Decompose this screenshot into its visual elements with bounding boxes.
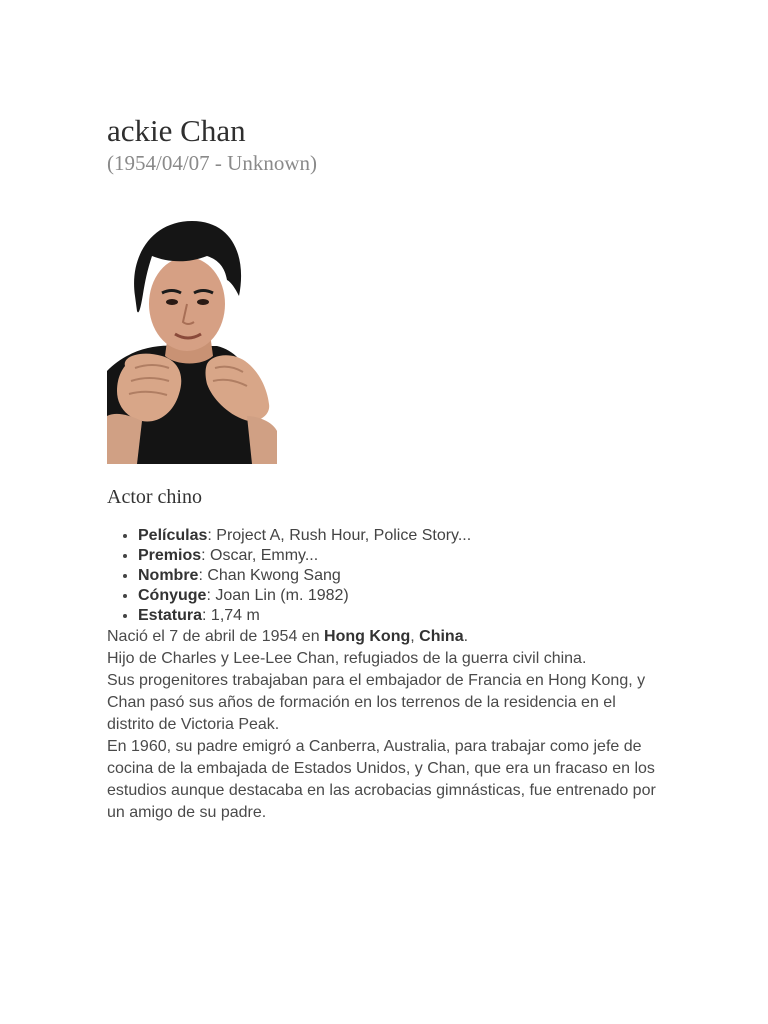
- fact-value: : Chan Kwong Sang: [198, 567, 341, 584]
- fact-value: : 1,74 m: [202, 607, 260, 624]
- fact-label: Películas: [138, 527, 208, 544]
- youth-paragraph: En 1960, su padre emigró a Canberra, Australia, para trabajar como jefe de cocina de la embajada de Estados Unidos, y Chan, que era un fracaso en los estudios aunque destacaba en las acrobacias gimnásticas, fue entrenado por un amigo de su padre.: [107, 738, 656, 821]
- birth-country: China: [419, 628, 464, 645]
- person-name: ackie Chan: [107, 113, 246, 148]
- fact-value: : Joan Lin (m. 1982): [206, 587, 349, 604]
- fact-label: Cónyuge: [138, 587, 207, 604]
- birth-suffix: .: [463, 628, 469, 645]
- fact-label: Nombre: [138, 567, 199, 584]
- list-item: [138, 606, 667, 626]
- childhood-paragraph: Sus progenitores trabajaban para el embajador de Francia en Hong Kong, y Chan pasó sus años de formación en los terrenos de la residencia en el distrito de Victoria Peak.: [107, 672, 646, 733]
- list-item: [138, 586, 667, 606]
- fact-value: : Project A, Rush Hour, Police Story...: [207, 527, 472, 544]
- list-item: [138, 566, 667, 586]
- fact-label: Estatura: [138, 607, 203, 624]
- list-item: [138, 546, 667, 566]
- life-dates: (1954/04/07 - Unknown): [107, 151, 317, 175]
- birth-paragraph: [107, 626, 667, 648]
- biography-page: [107, 112, 667, 824]
- occupation-heading: Actor chino: [107, 486, 202, 508]
- fact-value: : Oscar, Emmy...: [201, 547, 319, 564]
- parents-paragraph: Hijo de Charles y Lee-Lee Chan, refugiados de la guerra civil china.: [107, 650, 587, 667]
- fact-label: Premios: [138, 547, 202, 564]
- facts-list: [107, 526, 667, 626]
- portrait-photo: [107, 216, 277, 464]
- list-item: [138, 526, 667, 546]
- birth-city: Hong Kong: [324, 628, 411, 645]
- birth-separator: ,: [410, 628, 420, 645]
- birth-text: Nació el 7 de abril de 1954 en: [107, 628, 325, 645]
